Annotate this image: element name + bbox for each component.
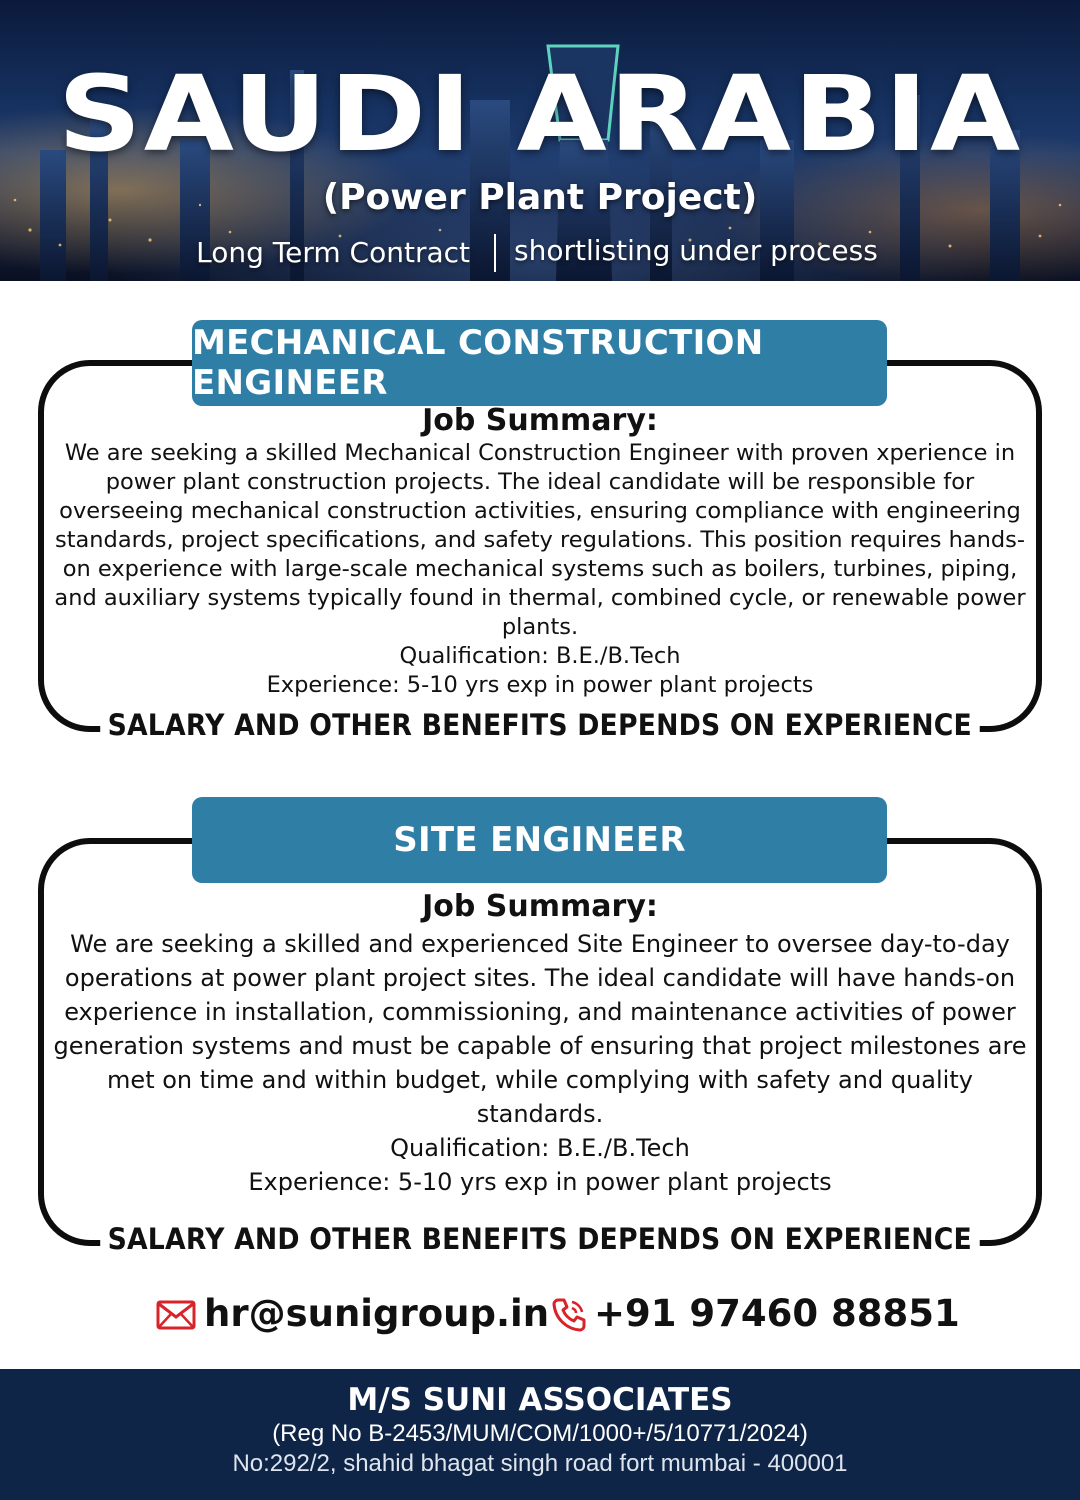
salary-note-text: SALARY AND OTHER BENEFITS DEPENDS ON EXPERIENCE [100,708,979,742]
salary-note [0,708,1080,748]
phone-link[interactable]: +91 97460 88851 [594,1292,960,1335]
job-summary-heading: Job Summary: [422,889,658,924]
contact-row [0,1290,1080,1340]
email-link[interactable]: hr@sunigroup.in [204,1292,550,1335]
job-summary [50,404,1030,700]
company-address: No:292/2, shahid bhagat singh road fort mumbai - 400001 [232,1450,848,1477]
job-qualification: Qualification: B.E./B.Tech [390,1134,690,1162]
footer [0,1369,1080,1500]
salary-note [0,1222,1080,1262]
job-qualification: Qualification: B.E./B.Tech [399,643,681,669]
registration-number: (Reg No B-2453/MUM/COM/1000+/5/10771/2024) [272,1420,808,1447]
salary-note-text: SALARY AND OTHER BENEFITS DEPENDS ON EXPERIENCE [100,1222,979,1256]
job-experience: Experience: 5-10 yrs exp in power plant projects [266,672,814,698]
job-summary-heading: Job Summary: [422,403,658,438]
hiring-status: shortlisting under process [514,234,878,267]
tagline-divider [494,234,496,272]
job-title-badge: SITE ENGINEER [192,797,887,883]
mail-icon [156,1300,196,1330]
company-name: M/S SUNI ASSOCIATES [347,1382,733,1418]
job-description: We are seeking a skilled Mechanical Construction Engineer with proven xperience in power plant construction projects. The ideal candidate will be responsible for overseeing mechanical construction activities, ensuring compliance with engineering standards, project specifications, and safety regulations. This position requires hands-on experience with large-scale mechanical systems such as boilers, turbines, piping, and auxiliary systems typically found in thermal, combined cycle, or renewable power plants. [54,440,1026,640]
job-experience: Experience: 5-10 yrs exp in power plant projects [248,1168,832,1196]
phone-icon [550,1296,588,1334]
page-subtitle: (Power Plant Project) [322,177,758,218]
contract-type: Long Term Contract [196,236,470,269]
job-description: We are seeking a skilled and experienced Site Engineer to oversee day-to-day operations at power plant project sites. The ideal candidate will have hands-on experience in installation, commissioning, and maintenance activities of power generation systems and must be capable of ensuring that project milestones are met on time and within budget, while complying with safety and quality standards. [53,930,1027,1128]
job-title-badge: MECHANICAL CONSTRUCTION ENGINEER [192,320,887,406]
header-banner [0,0,1080,281]
job-summary [50,890,1030,1199]
tagline [0,234,1080,274]
page-title: SAUDI ARABIA [57,53,1023,175]
